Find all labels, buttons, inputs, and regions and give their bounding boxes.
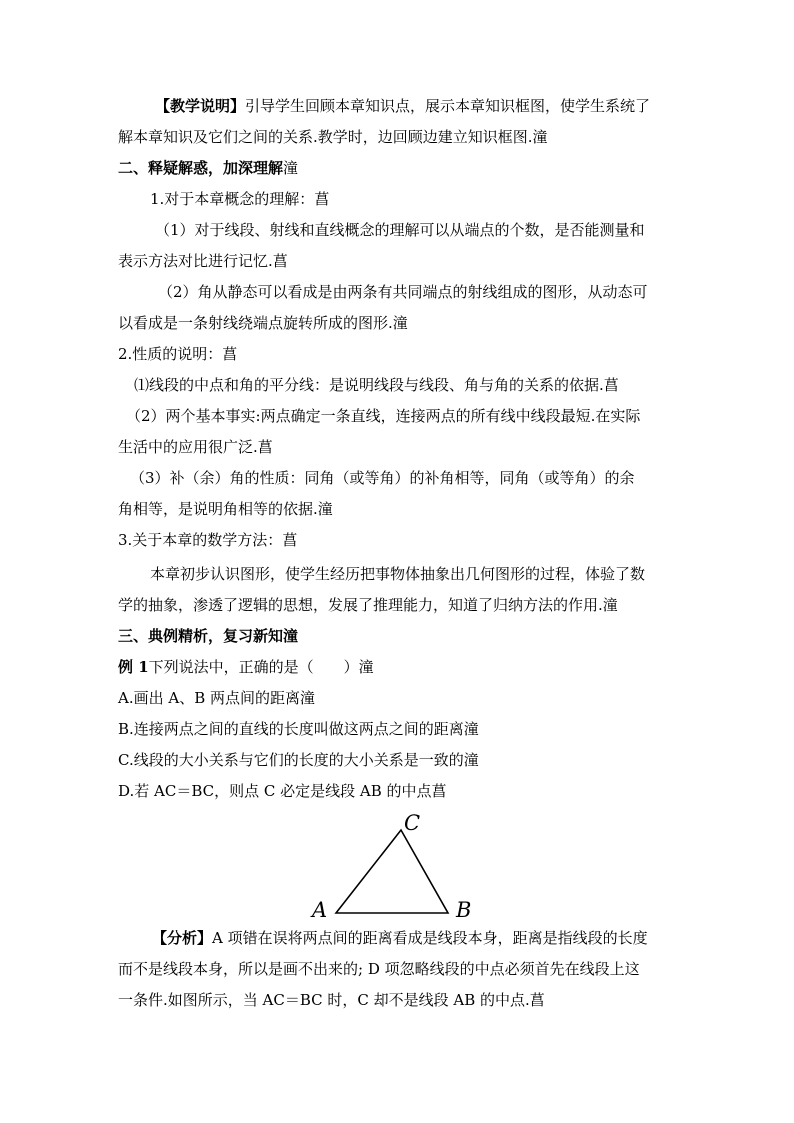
analysis-line-1	[152, 928, 648, 948]
property-3-line-1: （3）补（余）角的性质：同角（或等角）的补角相等，同角（或等角）的余	[130, 469, 635, 487]
teaching-note-line-2: 解本章知识及它们之间的关系.教学时，边回顾边建立知识框图.潼	[118, 128, 548, 146]
vertex-b-label: B	[456, 898, 472, 922]
concept-2-line-2: 以看成是一条射线绕端点旋转所成的图形.潼	[118, 314, 408, 332]
property-3-line-2: 角相等，是说明角相等的依据.潼	[118, 500, 333, 518]
section-2-heading	[118, 158, 298, 178]
example-1-label: 例 1	[118, 658, 149, 676]
vertex-a-label: A	[312, 898, 328, 922]
section-2-heading-mark: 潼	[283, 159, 299, 177]
option-b: B.连接两点之间的直线的长度叫做这两点之间的距离潼	[118, 720, 479, 738]
analysis-line-3: 一条件.如图所示，当 AC＝BC 时，C 却不是线段 AB 的中点.菖	[118, 991, 545, 1009]
concept-1-line-1: （1）对于线段、射线和直线概念的理解可以从端点的个数，是否能测量和	[155, 221, 645, 239]
method-line-2: 学的抽象，渗透了逻辑的思想，发展了推理能力，知道了归纳方法的作用.潼	[118, 596, 618, 614]
teaching-note-text: 引导学生回顾本章知识点，展示本章知识框图，使学生系统了	[245, 97, 651, 115]
teaching-note-label: 【教学说明】	[155, 97, 246, 115]
concept-title: 1.对于本章概念的理解：菖	[150, 190, 330, 208]
method-line-1: 本章初步认识图形，使学生经历把事物体抽象出几何图形的过程，体验了数	[150, 565, 646, 583]
example-1-stem	[118, 657, 374, 677]
property-2-line-1: （2）两个基本事实:两点确定一条直线，连接两点的所有线中线段最短.在实际	[126, 407, 641, 425]
option-a: A.画出 A、B 两点间的距离潼	[118, 689, 315, 707]
property-1: ⑴线段的中点和角的平分线：是说明线段与线段、角与角的关系的依据.菖	[134, 376, 619, 394]
section-2-heading-text: 二、释疑解惑，加深理解	[118, 159, 284, 177]
option-c: C.线段的大小关系与它们的长度的大小关系是一致的潼	[118, 751, 479, 769]
analysis-text: A 项错在误将两点间的距离看成是线段本身，距离是指线段的长度	[212, 929, 648, 947]
analysis-line-2: 而不是线段本身，所以是画不出来的; D 项忽略线段的中点必须首先在线段上这	[118, 960, 640, 978]
concept-1-line-2: 表示方法对比进行记忆.菖	[118, 252, 288, 270]
triangle-abc	[336, 830, 448, 913]
option-d: D.若 AC＝BC，则点 C 必定是线段 AB 的中点菖	[118, 782, 447, 800]
concept-2-line-1: （2）角从静态可以看成是由两条有共同端点的射线组成的图形，从动态可	[158, 283, 648, 301]
example-1-stem-text: 下列说法中，正确的是（ ）潼	[148, 658, 374, 676]
vertex-c-label: C	[404, 811, 421, 835]
analysis-label: 【分析】	[152, 929, 213, 947]
method-title: 3.关于本章的数学方法：菖	[118, 531, 298, 549]
teaching-note-line-1	[155, 96, 650, 116]
property-title: 2.性质的说明：菖	[118, 345, 238, 363]
triangle-figure	[300, 810, 490, 925]
section-3-heading: 三、典例精析，复习新知潼	[118, 627, 299, 645]
property-2-line-2: 生活中的应用很广泛.菖	[118, 438, 273, 456]
